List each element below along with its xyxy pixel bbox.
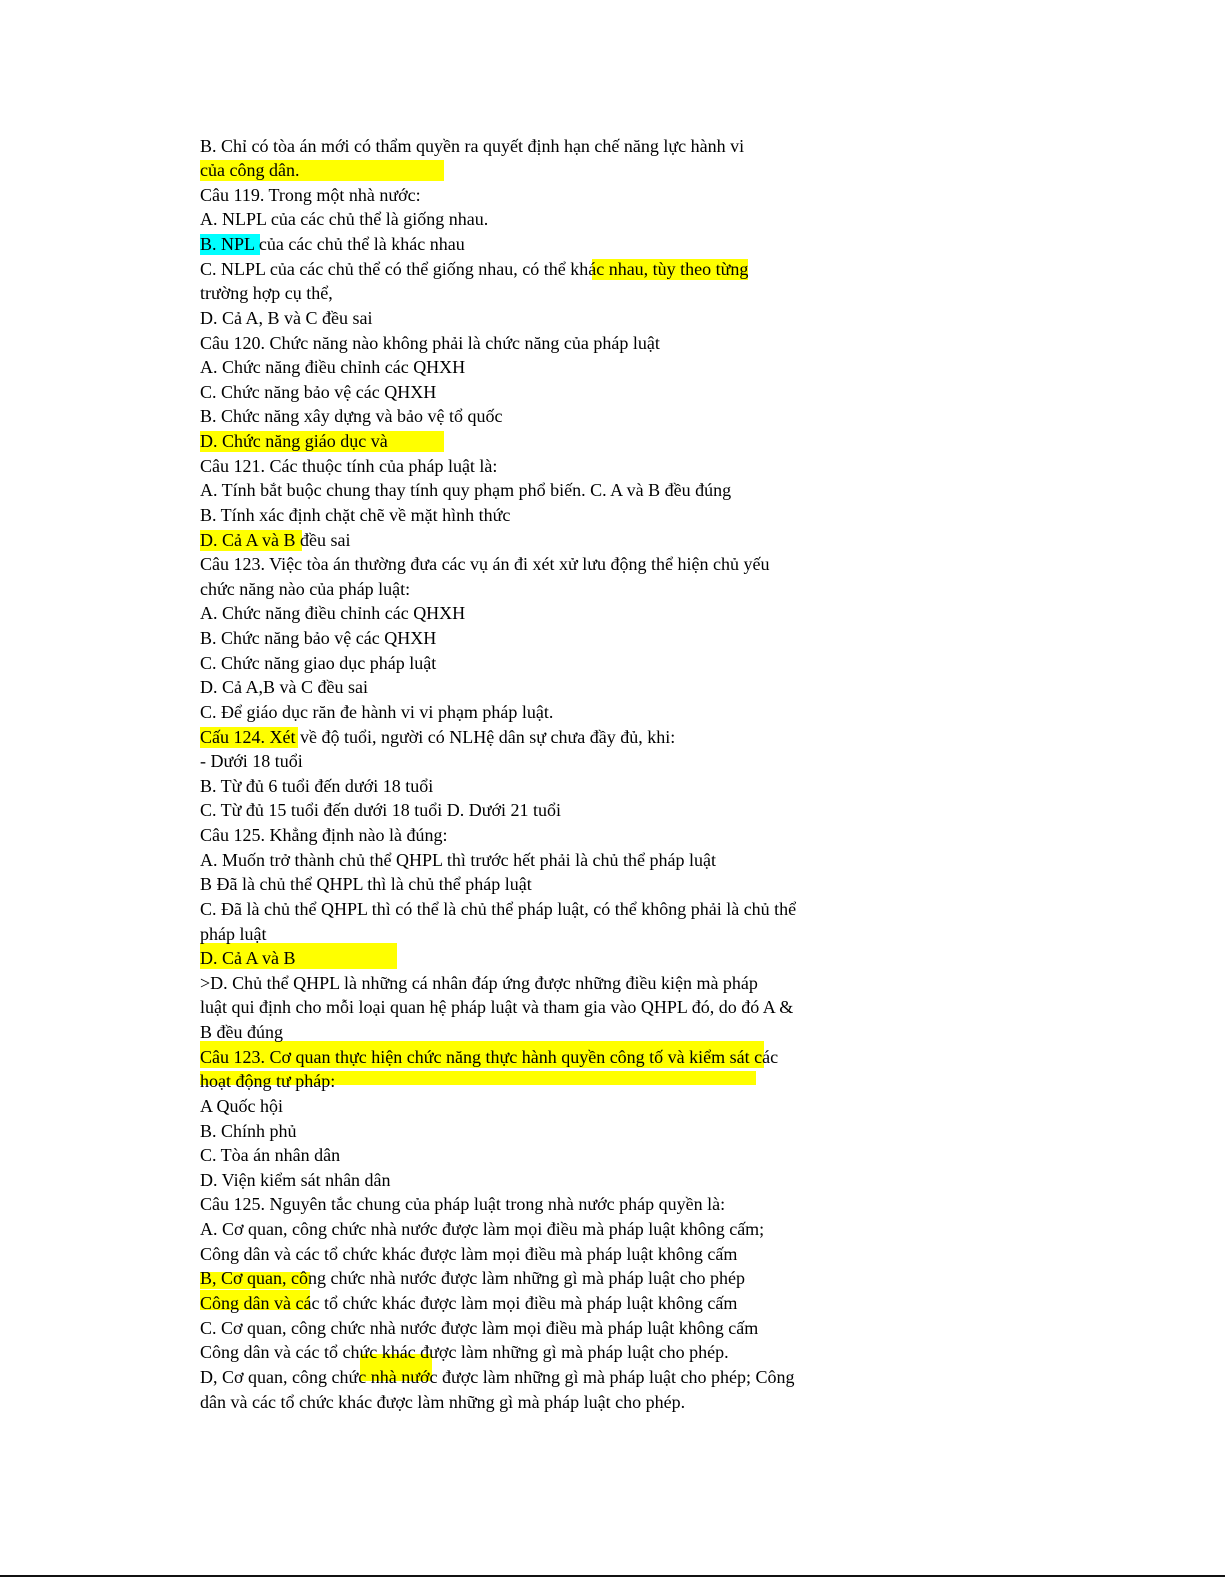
text-line-highlighted: hoạt động tư pháp: bbox=[200, 1071, 335, 1093]
answer-option: C. Đã là chủ thể QHPL thì có thể là chủ thể pháp luật, có thể không phải là chủ thể bbox=[200, 899, 797, 919]
answer-option-highlighted: D. Cả A và B bbox=[200, 948, 296, 970]
question-title-highlighted: Câu 123. Cơ quan thực hiện chức năng thực hành quyền công tố và kiểm sát các bbox=[200, 1047, 778, 1069]
question-title: Câu 123. Việc tòa án thường đưa các vụ án đi xét xử lưu động thể hiện chủ yếu bbox=[200, 554, 770, 574]
text-line: chức năng nào của pháp luật: bbox=[200, 579, 411, 599]
question-title: Câu 125. Nguyên tắc chung của pháp luật trong nhà nước pháp quyền là: bbox=[200, 1194, 726, 1214]
answer-option: C. Chức năng giao dục pháp luật bbox=[200, 653, 437, 673]
answer-option: D. Cả A, B và C đều sai bbox=[200, 308, 373, 328]
text-line: pháp luật bbox=[200, 924, 267, 944]
text-line: B đều đúng bbox=[200, 1022, 283, 1042]
answer-option: C. Để giáo dục răn đe hành vi vi phạm pháp luật. bbox=[200, 702, 554, 722]
text-line: Công dân và các tổ chức khác được làm mọi điều mà pháp luật không cấm bbox=[200, 1244, 738, 1264]
answer-option-highlighted: C. NLPL của các chủ thể có thể giống nhau, có thể khác nhau, tùy theo từng bbox=[200, 259, 749, 279]
answer-option: A. Tính bắt buộc chung thay tính quy phạm phổ biến. C. A và B đều đúng bbox=[200, 480, 732, 500]
answer-option: B. Chính phủ bbox=[200, 1121, 297, 1141]
answer-option: A. Chức năng điều chỉnh các QHXH bbox=[200, 603, 466, 623]
answer-option: C. Cơ quan, công chức nhà nước được làm mọi điều mà pháp luật không cấm bbox=[200, 1318, 759, 1338]
answer-option: A. Chức năng điều chỉnh các QHXH bbox=[200, 357, 466, 377]
text-line: trường hợp cụ thể, bbox=[200, 283, 333, 303]
text-line: luật qui định cho mỗi loại quan hệ pháp luật và tham gia vào QHPL đó, do đó A & bbox=[200, 997, 794, 1017]
answer-option: B. Từ đủ 6 tuổi đến dưới 18 tuổi bbox=[200, 776, 434, 796]
answer-option: - Dưới 18 tuổi bbox=[200, 751, 303, 771]
answer-option: A. NLPL của các chủ thể là giống nhau. bbox=[200, 209, 489, 229]
text-line: B. Chỉ có tòa án mới có thẩm quyền ra quyết định hạn chế năng lực hành vi bbox=[200, 136, 745, 156]
answer-option: C. Tòa án nhân dân bbox=[200, 1145, 341, 1165]
text-line-highlighted: của công dân. bbox=[200, 160, 299, 182]
page-bottom-border bbox=[0, 1575, 1225, 1577]
answer-option: B Đã là chủ thể QHPL thì là chủ thể pháp luật bbox=[200, 874, 532, 894]
question-title: Câu 125. Khẳng định nào là đúng: bbox=[200, 825, 448, 845]
text-line-highlighted: Công dân và các tổ chức khác được làm mọi điều mà pháp luật không cấm bbox=[200, 1293, 737, 1315]
answer-option: A Quốc hội bbox=[200, 1096, 283, 1116]
answer-option: B. Tính xác định chặt chẽ về mặt hình thức bbox=[200, 505, 511, 525]
text-line: Công dân và các tổ chức khác được làm những gì mà pháp luật cho phép. bbox=[200, 1342, 729, 1362]
answer-option: C. Từ đủ 15 tuổi đến dưới 18 tuổi D. Dưới 21 tuổi bbox=[200, 800, 561, 820]
question-title: Câu 121. Các thuộc tính của pháp luật là: bbox=[200, 456, 498, 476]
answer-option: A. Cơ quan, công chức nhà nước được làm mọi điều mà pháp luật không cấm; bbox=[200, 1219, 765, 1239]
question-title: Câu 119. Trong một nhà nước: bbox=[200, 185, 421, 205]
answer-option-highlighted: B, Cơ quan, công chức nhà nước được làm những gì mà pháp luật cho phép bbox=[200, 1268, 745, 1288]
answer-option: D. Viện kiểm sát nhân dân bbox=[200, 1170, 391, 1190]
answer-option: B. Chức năng bảo vệ các QHXH bbox=[200, 628, 437, 648]
answer-option-highlighted: D. Cả A và B đều sai bbox=[200, 530, 351, 550]
answer-option-highlighted: D, Cơ quan, công chức nhà nước được làm những gì mà pháp luật cho phép; Công bbox=[200, 1367, 794, 1389]
answer-option: A. Muốn trở thành chủ thể QHPL thì trước hết phải là chủ thể pháp luật bbox=[200, 850, 717, 870]
answer-option-highlighted: B. NPL của các chủ thể là khác nhau bbox=[200, 234, 465, 254]
question-title: Câu 120. Chức năng nào không phải là chức năng của pháp luật bbox=[200, 333, 660, 353]
text-line: >D. Chủ thể QHPL là những cá nhân đáp ứng được những điều kiện mà pháp bbox=[200, 973, 758, 993]
answer-option: B. Chức năng xây dựng và bảo vệ tổ quốc bbox=[200, 406, 503, 426]
text-line: dân và các tổ chức khác được làm những gì mà pháp luật cho phép. bbox=[200, 1392, 686, 1412]
question-title-highlighted: Cấu 124. Xét về độ tuổi, người có NLHệ dân sự chưa đầy đủ, khi: bbox=[200, 727, 676, 747]
answer-option-highlighted: D. Chức năng giáo dục và bbox=[200, 431, 388, 453]
answer-option: C. Chức năng bảo vệ các QHXH bbox=[200, 382, 437, 402]
answer-option: D. Cả A,B và C đều sai bbox=[200, 677, 368, 697]
